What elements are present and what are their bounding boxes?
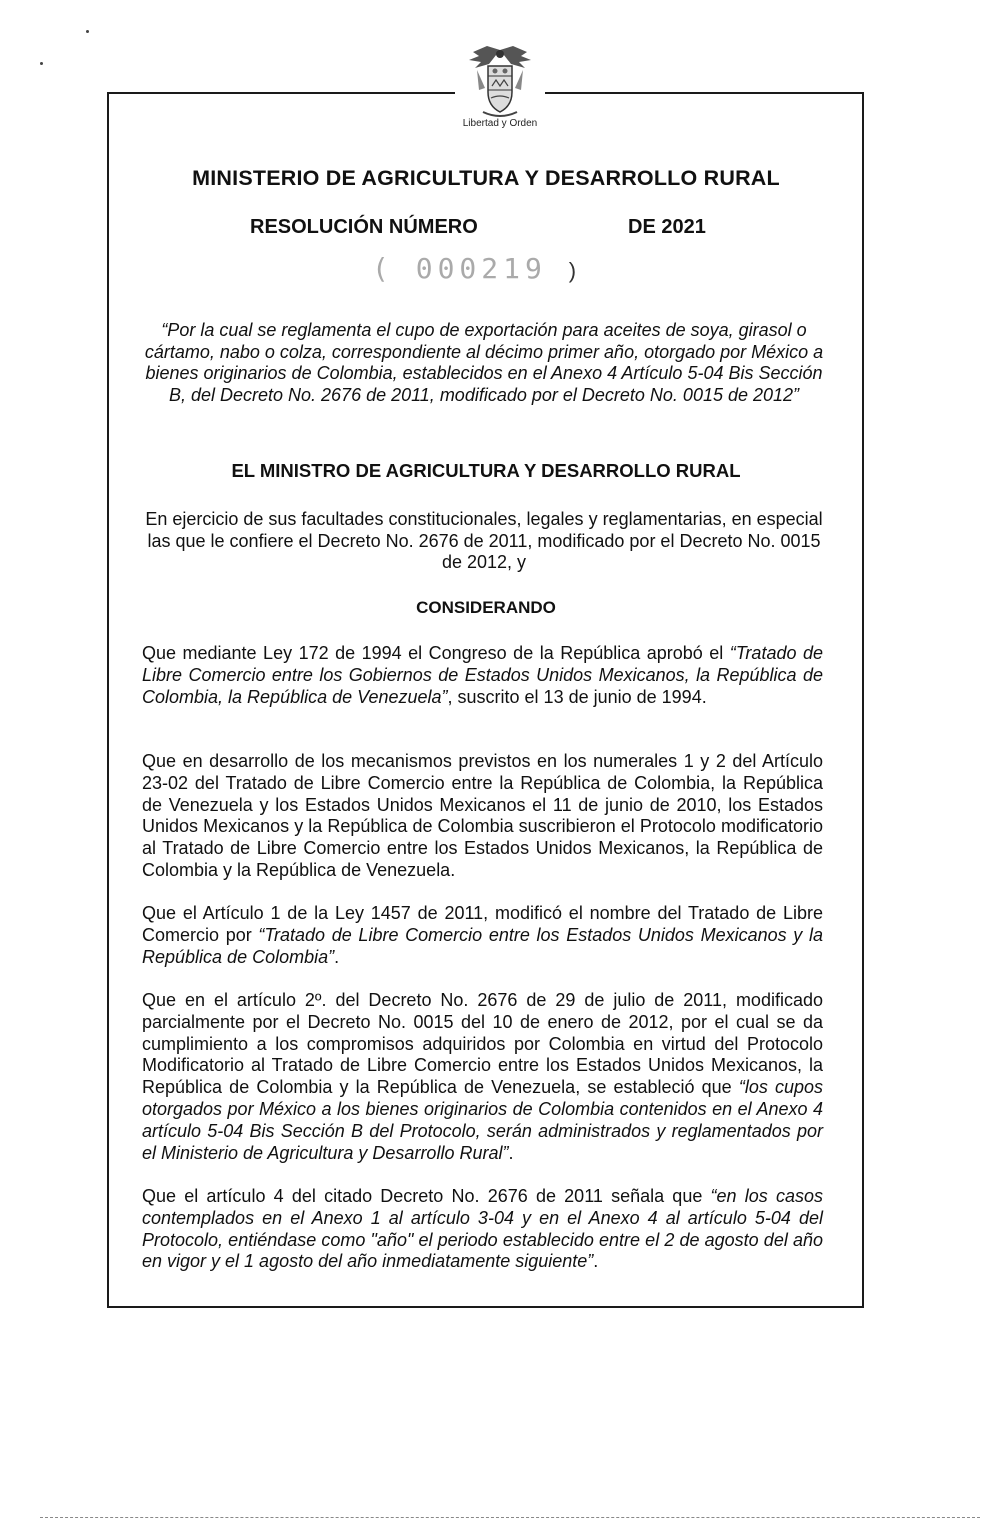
paragraph-1-end: , suscrito el 13 de junio de 1994.	[447, 686, 707, 707]
paragraph-5	[142, 1186, 823, 1273]
paragraph-1-text: Que mediante Ley 172 de 1994 el Congreso de la República aprobó el	[142, 643, 730, 663]
coat-of-arms	[455, 44, 545, 136]
resolution-label: RESOLUCIÓN NÚMERO	[250, 216, 478, 238]
paragraph-4-end: .	[508, 1142, 514, 1163]
paragraph-5-end: .	[593, 1251, 599, 1272]
considerando-heading: CONSIDERANDO	[416, 598, 556, 617]
seal-motto: Libertad y Orden	[462, 118, 538, 129]
scan-speck	[86, 30, 89, 33]
paragraph-4	[142, 990, 823, 1164]
minister-heading: EL MINISTRO DE AGRICULTURA Y DESARROLLO RURAL	[231, 460, 741, 481]
paragraph-4-quote: “los cupos otorgados por México a los bienes originarios de Colombia contenidos en el Anexo 4 artículo 5-04 Bis Sección B del Protocolo, serán administrados y reglamentados por el Ministerio de Agricultura y Desarrollo Rural”	[142, 1077, 823, 1163]
coat-of-arms-icon	[465, 44, 535, 120]
scan-edge-line	[40, 1517, 980, 1518]
paragraph-1-quote: “Tratado de Libre Comercio entre los Gobiernos de Estados Unidos Mexicanos, la República de Colombia, la República de Venezuela”	[142, 643, 823, 707]
paragraph-5-quote: “en los casos contemplados en el Anexo 1 al artículo 3-04 y en el Anexo 4 al artículo 5-04 del Protocolo, entiéndase como "año" el periodo establecido entre el 2 de agosto del año en vigor y el 1 agosto del año inmediatamente siguiente”	[142, 1186, 823, 1272]
resolution-title: “Por la cual se reglamenta el cupo de exportación para aceites de soya, girasol o cártamo, nabo o colza, correspondiente al décimo primer año, otorgado por México a bienes originarios de Colombia, establecidos en el Anexo 4 Artículo 5-04 Bis Sección B, del Decreto No. 2676 de 2011, modificado por el Decreto No. 0015 de 2012”	[144, 320, 824, 405]
resolution-year: DE 2021	[628, 216, 706, 238]
paragraph-3	[142, 903, 823, 968]
paragraph-3-quote: “Tratado de Libre Comercio entre los Estados Unidos Mexicanos y la República de Colombia”	[142, 924, 823, 967]
scan-speck	[40, 62, 43, 65]
resolution-number-stamp	[372, 252, 581, 285]
paragraph-4-text: Que en el artículo 2º. del Decreto No. 2676 de 29 de julio de 2011, modificado parcialmente por el Decreto No. 0015 del 10 de enero de 2012, por el cual se da cumplimiento a los compromisos adquiridos por Colombia en virtud del Protocolo Modificatorio al Tratado de Libre Comercio entre los Estados Unidos Mexicanos, la República de Colombia y la República de Venezuela, se estableció que	[142, 990, 823, 1098]
paragraph-1	[142, 643, 823, 708]
paragraph-3-text: Que el Artículo 1 de la Ley 1457 de 2011, modificó el nombre del Tratado de Libre Comercio por	[142, 903, 823, 945]
paragraph-3-end: .	[334, 946, 340, 967]
paragraph-2: Que en desarrollo de los mecanismos previstos en los numerales 1 y 2 del Artículo 23-02 del Tratado de Libre Comercio entre la República de Colombia, la República de Venezuela y los Estados Unidos Mexicanos el 11 de junio de 2010, los Estados Unidos Mexicanos y la República de Colombia suscribieron el Protocolo modificatorio al Tratado de Libre Comercio entre los Estados Unidos Mexicanos, la República de Colombia y la República de Venezuela.	[142, 751, 823, 880]
stamp-number: ( 000219	[372, 252, 547, 285]
paragraph-5-text: Que el artículo 4 del citado Decreto No. 2676 de 2011 señala que	[142, 1186, 711, 1206]
powers-paragraph: En ejercicio de sus facultades constitucionales, legales y reglamentarias, en especial las que le confiere el Decreto No. 2676 de 2011, modificado por el Decreto No. 0015 de 2012, y	[145, 509, 823, 572]
ministry-heading: MINISTERIO DE AGRICULTURA Y DESARROLLO RURAL	[192, 166, 780, 190]
stamp-close: )	[568, 258, 582, 283]
